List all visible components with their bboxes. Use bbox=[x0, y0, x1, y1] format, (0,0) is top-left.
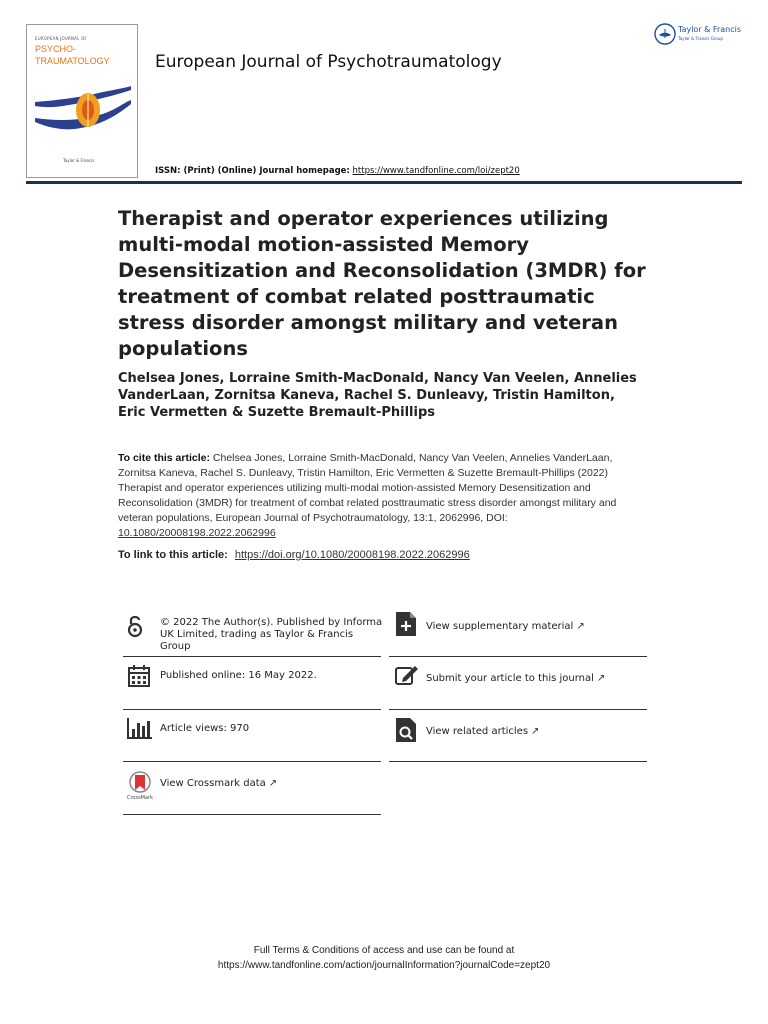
crossmark-badge-label: CrossMark bbox=[126, 795, 154, 800]
crossmark-link-label: View Crossmark data bbox=[160, 778, 266, 789]
related-row[interactable] bbox=[389, 715, 647, 759]
cover-small-title: EUROPEAN JOURNAL OF bbox=[35, 36, 87, 41]
divider bbox=[389, 761, 647, 762]
cover-title-line2: TRAUMATOLOGY bbox=[35, 56, 110, 66]
divider bbox=[389, 656, 647, 657]
open-access-text: © 2022 The Author(s). Published by Informa UK Limited, trading as Taylor & Francis Group bbox=[160, 617, 383, 652]
article-views: Article views: 970 bbox=[160, 723, 250, 734]
calendar-icon bbox=[127, 664, 151, 688]
journal-homepage-link[interactable]: https://www.tandfonline.com/loi/zept20 bbox=[352, 166, 520, 176]
cover-publisher: Taylor & Francis bbox=[63, 158, 95, 163]
crossmark-row[interactable] bbox=[123, 768, 381, 812]
journal-name[interactable]: European Journal of Psychotraumatology bbox=[155, 52, 502, 72]
article-authors: Chelsea Jones, Lorraine Smith-MacDonald, Nancy Van Veelen, Annelies VanderLaan, Zornitsa Kaneva, Rachel S. Dunleavy, Tristin Hamilton, Eric Vermetten & Suzette Bremault-Phillips bbox=[118, 371, 637, 420]
edit-icon bbox=[395, 664, 419, 686]
external-link-icon: ↗ bbox=[268, 778, 278, 789]
divider bbox=[389, 709, 647, 710]
cite-label: To cite this article: bbox=[118, 452, 210, 464]
footer bbox=[0, 943, 768, 973]
views-row bbox=[123, 715, 381, 759]
search-document-icon bbox=[395, 717, 417, 743]
issn-line bbox=[155, 166, 520, 176]
divider bbox=[123, 814, 381, 815]
supplementary-row[interactable] bbox=[389, 610, 647, 654]
supplementary-link[interactable] bbox=[426, 621, 585, 633]
footer-terms-link[interactable]: https://www.tandfonline.com/action/journalInformation?journalCode=zept20 bbox=[217, 960, 551, 971]
journal-cover-thumbnail[interactable] bbox=[26, 24, 138, 178]
submit-row[interactable] bbox=[389, 662, 647, 706]
issn-label: ISSN: (Print) (Online) Journal homepage: bbox=[155, 166, 350, 176]
cover-title-line1: PSYCHO- bbox=[35, 44, 77, 54]
citation-block bbox=[118, 451, 638, 541]
cite-doi-link[interactable]: 10.1080/20008198.2022.2062996 bbox=[118, 527, 276, 539]
header-rule bbox=[26, 181, 742, 184]
crossmark-icon bbox=[126, 770, 154, 800]
taylor-francis-logo[interactable] bbox=[654, 22, 746, 46]
external-link-icon: ↗ bbox=[596, 673, 606, 684]
crossmark-link[interactable] bbox=[160, 778, 277, 790]
related-label: View related articles bbox=[426, 726, 529, 737]
published-row bbox=[123, 662, 381, 706]
article-doi-link[interactable]: https://doi.org/10.1080/20008198.2022.2062996 bbox=[234, 549, 470, 561]
open-access-row bbox=[123, 612, 381, 656]
submit-article-link[interactable] bbox=[426, 673, 605, 685]
supplementary-label: View supplementary material bbox=[426, 621, 574, 632]
taylor-francis-name: Taylor & Francis bbox=[678, 25, 741, 34]
bar-chart-icon bbox=[127, 717, 153, 739]
divider bbox=[123, 656, 381, 657]
cite-text: Chelsea Jones, Lorraine Smith-MacDonald, Nancy Van Veelen, Annelies VanderLaan, Zornitsa Kaneva, Rachel S. Dunleavy, Tristin Hamilton, Eric Vermetten & Suzette Bremault-Phillips (2022) Therapist and operator experiences utilizing multi-modal motion-assisted Memory Desensitization and Reconsolidation (3MDR) for treatment of combat related posttraumatic stress disorder amongst military and veteran populations, European Journal of Psychotraumatology, 13:1, 2062996, DOI: bbox=[118, 452, 617, 524]
divider bbox=[123, 709, 381, 710]
external-link-icon: ↗ bbox=[531, 726, 540, 737]
article-link-line bbox=[118, 549, 470, 561]
cover-art-icon bbox=[33, 80, 133, 140]
divider bbox=[123, 761, 381, 762]
submit-label: Submit your article to this journal bbox=[426, 673, 594, 684]
footer-terms-text: Full Terms & Conditions of access and use can be found at bbox=[253, 945, 515, 956]
taylor-francis-sub: Taylor & Francis Group bbox=[678, 36, 723, 41]
file-plus-icon bbox=[395, 611, 417, 637]
article-title: Therapist and operator experiences utilizing multi-modal motion-assisted Memory Desensitization and Reconsolidation (3MDR) for treatment of combat related posttraumatic stress disorder amongst military and veteran populations bbox=[118, 207, 646, 360]
related-articles-link[interactable] bbox=[426, 726, 539, 738]
open-access-icon bbox=[126, 614, 146, 638]
external-link-icon: ↗ bbox=[576, 621, 585, 632]
taylor-francis-icon bbox=[654, 23, 676, 45]
published-date: Published online: 16 May 2022. bbox=[160, 670, 317, 681]
link-label: To link to this article: bbox=[118, 549, 228, 561]
